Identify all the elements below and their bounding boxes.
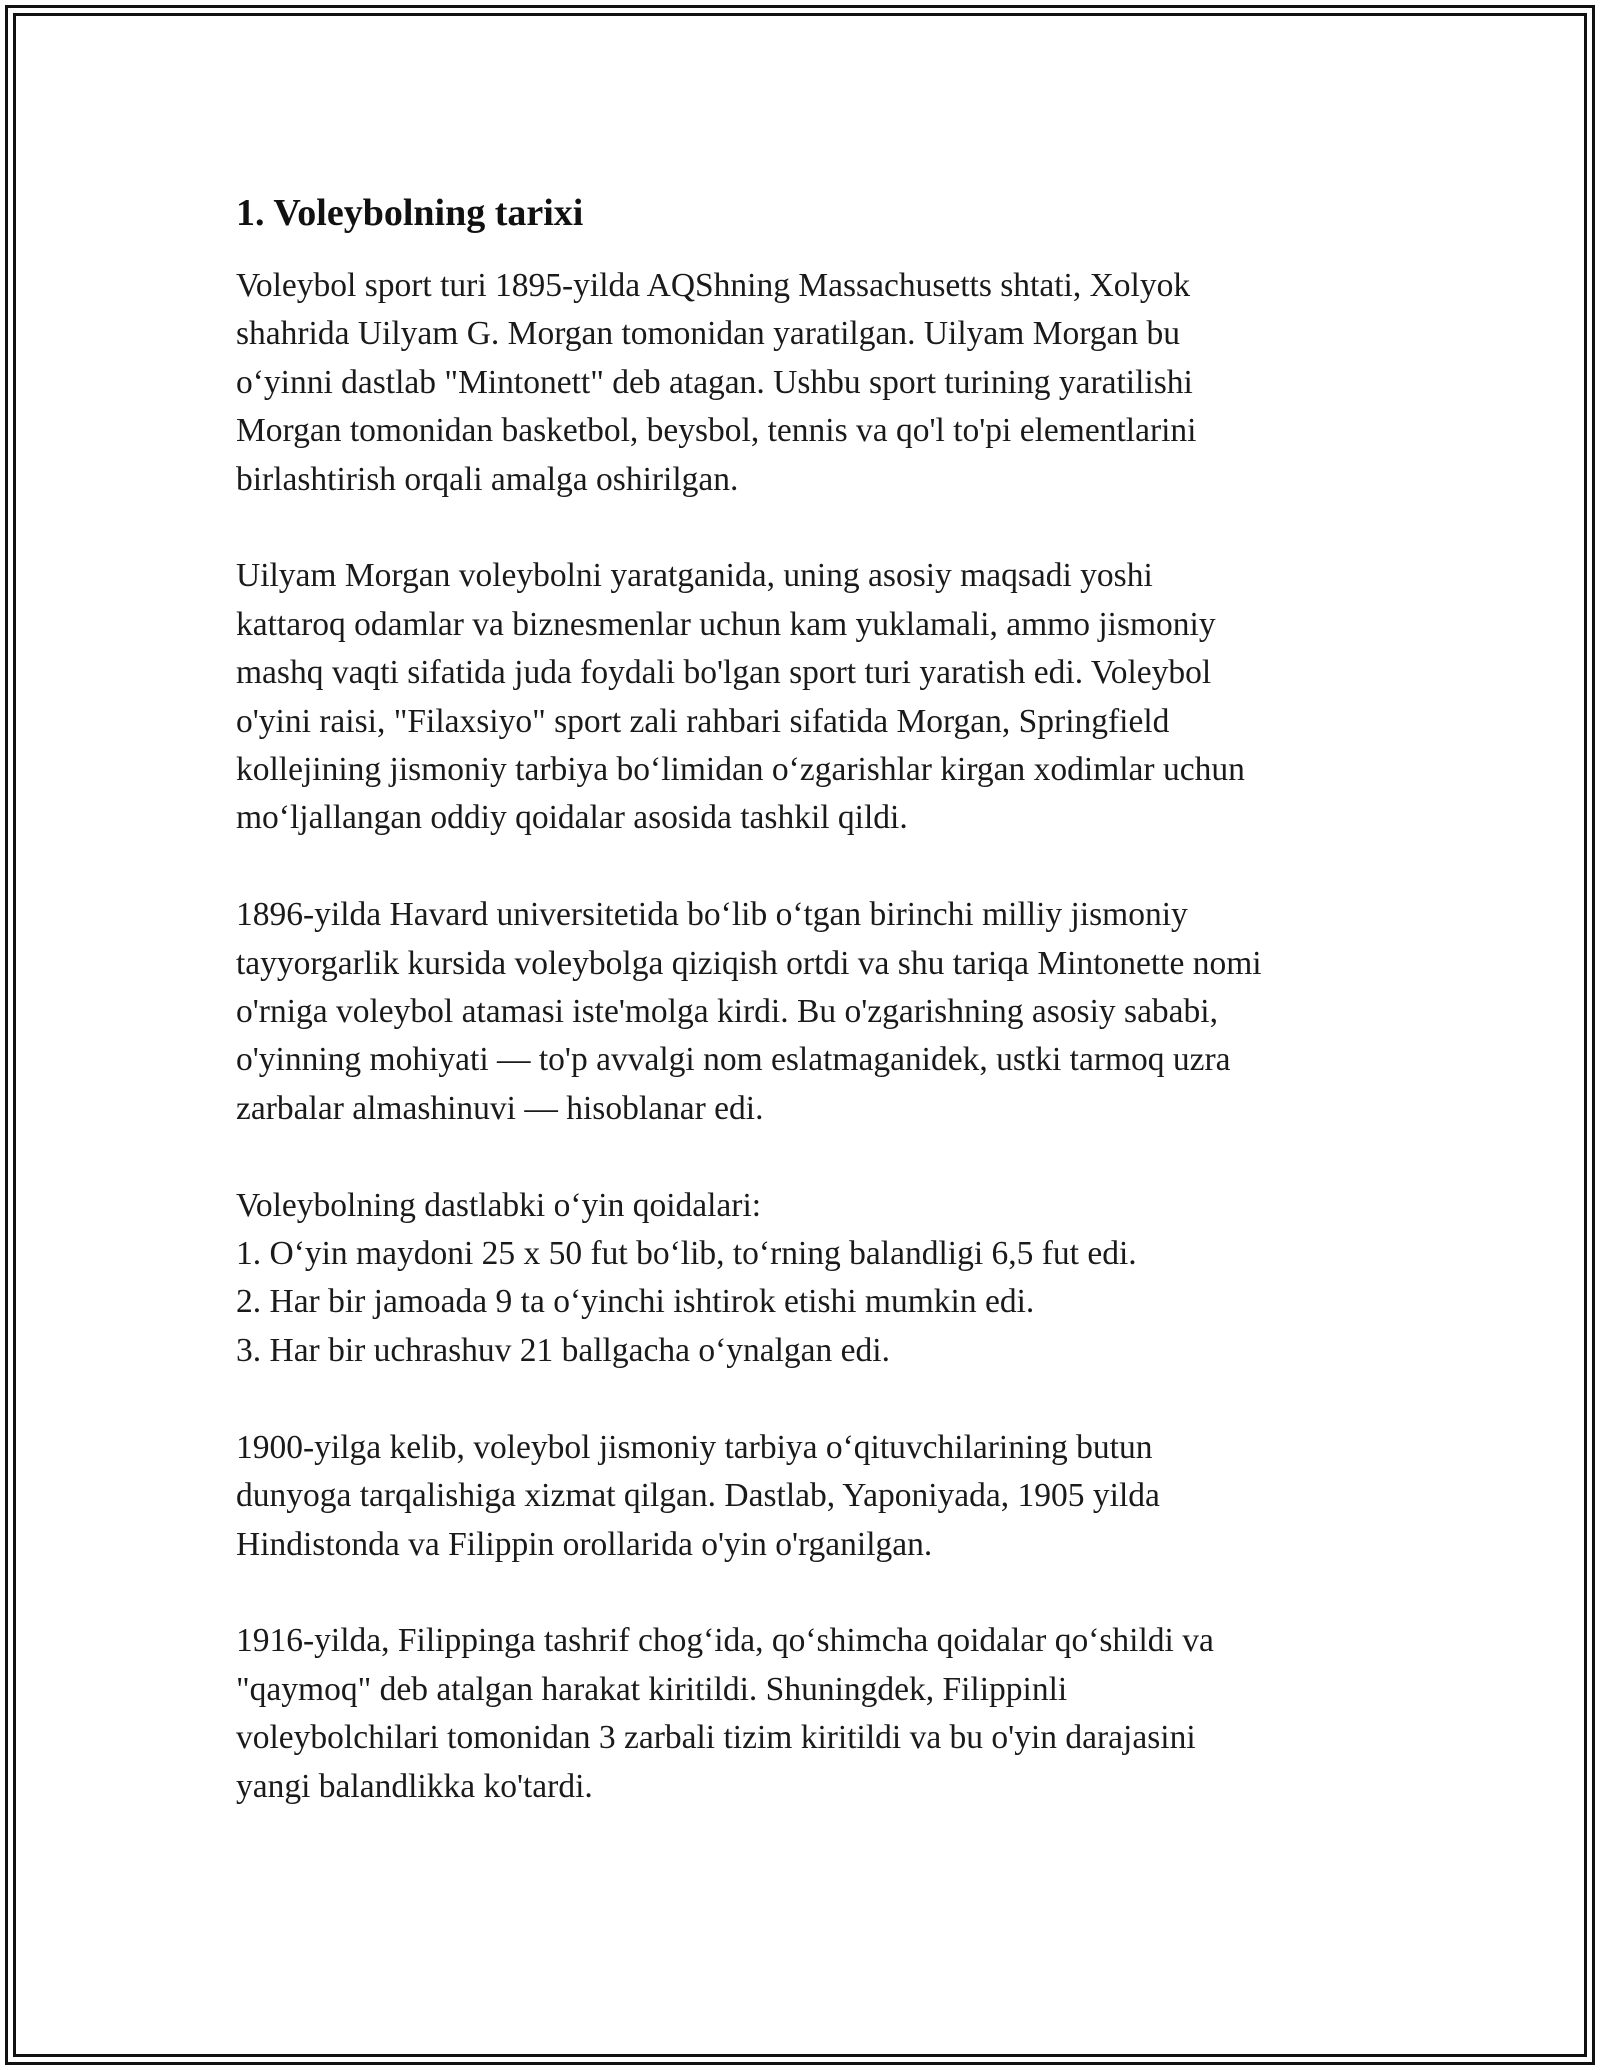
- rule-item: 1. O‘yin maydoni 25 x 50 fut bo‘lib, to‘rning balandligi 6,5 fut edi.: [236, 1235, 1137, 1273]
- paragraph-philippines: 1916-yilda, Filippinga tashrif chog‘ida, qo‘shimcha qoidalar qo‘shildi va "qaymoq" deb atalgan harakat kiritildi. Shuningdek, Filippinli voleybolchilari tomonidan 3 zarbali tizim kiritildi va bu o'yin darajasini yangi balandlikka ko'tardi.: [236, 1622, 1214, 1805]
- early-rules-list: [236, 1182, 1386, 1376]
- paragraph-purpose: Uilyam Morgan voleybolni yaratganida, uning asosiy maqsadi yoshi kattaroq odamlar va biznesmenlar uchun kam yuklamali, ammo jismoniy mashq vaqti sifatida juda foydali bo'lgan sport turi yaratish edi. Voleybol o'yini raisi, "Filaxsiyo" sport zali rahbari sifatida Morgan, Springfield kollejining jismoniy tarbiya bo‘limidan o‘zgarishlar kirgan xodimlar uchun mo‘ljallangan oddiy qoidalar asosida tashkil qildi.: [236, 557, 1245, 837]
- paragraph-naming: 1896-yilda Havard universitetida bo‘lib o‘tgan birinchi milliy jismoniy tayyorgarlik kursida voleybolga qiziqish ortdi va shu tariqa Mintonette nomi o'rniga voleybol atamasi iste'molga kirdi. Bu o'zgarishning asosiy sababi, o'yinning mohiyati — to'p avvalgi nom eslatmaganidek, ustki tarmoq uzra zarbalar almashinuvi — hisoblanar edi.: [236, 896, 1262, 1127]
- paragraph-origin: Voleybol sport turi 1895-yilda AQShning Massachusetts shtati, Xolyok shahrida Uilyam G. Morgan tomonidan yaratilgan. Uilyam Morgan bu o‘yinni dastlab "Mintonett" deb atagan. Ushbu sport turining yaratilishi Morgan tomonidan basketbol, beysbol, tennis va qo'l to'pi elementlarini birlashtirish orqali amalga oshirilgan.: [236, 267, 1197, 498]
- document-title: 1. Voleybolning tarixi: [236, 192, 584, 234]
- rules-heading: Voleybolning dastlabki o‘yin qoidalari:: [236, 1186, 762, 1224]
- paragraph-spread: 1900-yilga kelib, voleybol jismoniy tarbiya o‘qituvchilarining butun dunyoga tarqalishiga xizmat qilgan. Dastlab, Yaponiyada, 1905 yilda Hindistonda va Filippin orollarida o'yin o'rganilgan.: [236, 1428, 1160, 1563]
- rule-item: 3. Har bir uchrashuv 21 ballgacha o‘ynalgan edi.: [236, 1331, 890, 1369]
- document-body: [236, 188, 1386, 1859]
- rule-item: 2. Har bir jamoada 9 ta o‘yinchi ishtirok etishi mumkin edi.: [236, 1283, 1035, 1321]
